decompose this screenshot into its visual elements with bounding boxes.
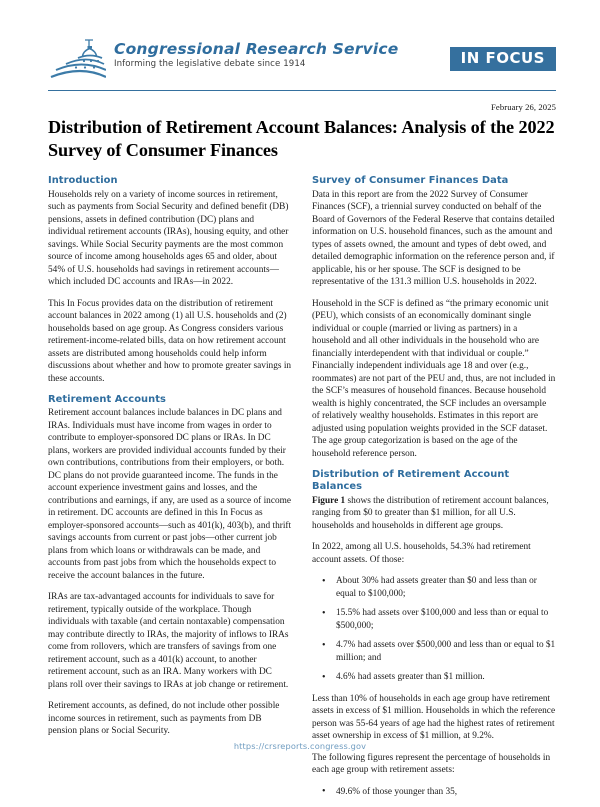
section-heading-retirement-accounts: Retirement Accounts: [48, 394, 166, 405]
scf-paragraph-2: Household in the SCF is defined as “the primary economic unit (PEU), which consists of an economically dominant single individual or couple (married or living as partners) in a household and all other individuals in the household who are financially interdependent with that individual or couple.” Financially independent individuals age 18 and over (e.g., roommates) are not part of the PEU and, thus, are not included in the SCF’s measures of household finances. Because household wealth is highly concentrated, the SCF includes an oversample of relatively wealthy households. Estimates in this report are adjusted using population weights provided in the SCF dataset. The age group categorization is based on the age of the household reference person.: [312, 298, 556, 459]
age-group-bullet-list: [312, 786, 556, 799]
crs-brand: [48, 36, 399, 81]
content-columns: [48, 175, 556, 807]
list-item: • 15.5% had assets over $100,000 and less than or equal to $500,000;: [328, 607, 556, 632]
brand-text-block: [114, 36, 399, 69]
accounts-paragraph-2: IRAs are tax-advantaged accounts for individuals to save for retirement, typically outside of the workplace. Though individuals with taxable (and certain nontaxable) compensation may contribute directly to IRAs, the majority of inflows to IRAs come from rollovers, which are transfers of savings from one retirement account, such as a 401(k) account, to another retirement account, such as an IRA. Many workers with DC plans roll over their savings to IRAs at job change or retirement.: [48, 592, 289, 690]
list-item: • 49.6% of those younger than 35,: [328, 786, 556, 799]
page-title: Distribution of Retirement Account Balances: Analysis of the 2022 Survey of Consumer Finances: [48, 117, 555, 160]
masthead: [48, 36, 556, 82]
intro-paragraph-2: This In Focus provides data on the distribution of retirement account balances in 2022 among (1) all U.S. households and (2) households based on age group. As Congress considers various retirement-income-related bills, data on how retirement account assets are distributed among households could help inform discussions about whether and how to promote greater savings in these accounts.: [48, 298, 292, 384]
brand-title: Congressional Research Service: [114, 40, 399, 58]
section-heading-distribution: Distribution of Retirement Account Balances: [312, 469, 510, 493]
distribution-paragraph-4: The following figures represent the percentage of households in each age group with retirement assets:: [312, 752, 551, 776]
figure-1-reference: Figure 1: [312, 495, 346, 506]
header-divider: [48, 90, 556, 91]
accounts-paragraph-1: Retirement account balances include balances in DC plans and IRAs. Individuals must have income from wages in order to contribute to employer-sponsored DC plans or IRAs. In DC plans, workers are provided individual accounts funded by their own contributions, contributions from their employers, or both. DC plans do not provide guaranteed income. The funds in the account experience investment gains and losses, and the contributions and earnings, if any, are used as a source of income in retirement. DC accounts are defined in this In Focus as employer-sponsored accounts—such as 401(k), 403(b), and thrift savings accounts from current or past jobs—other current job plans from which loans or withdrawals can be made, and accounts from past jobs from which the households expect to receive the account balances in the future.: [48, 408, 292, 581]
section-heading-introduction: Introduction: [48, 175, 118, 187]
intro-paragraph-1: Households rely on a variety of income sources in retirement, such as payments from Social Security and defined benefit (DB) pensions, assets in defined contribution (DC) plans and individual retirement accounts (IRAs), housing equity, and other savings. While Social Security payments are the most common source of income among households ages 65 and older, about 54% of U.S. households had savings in retirement accounts—which included DC accounts and IRAs—in 2022.: [48, 189, 289, 287]
distribution-paragraph-3: Less than 10% of households in each age group have retirement assets in excess of $1 million. Households in which the reference person was 55-64 years of age had the highest rates of retirement asset ownership in excess of $1 million, at 9.2%.: [312, 693, 556, 742]
crs-capitol-dome-logo-icon: [48, 37, 106, 81]
right-column: [312, 175, 556, 807]
distribution-bullet-list: [312, 575, 556, 684]
section-heading-scf-data: Survey of Consumer Finances Data: [312, 175, 509, 187]
distribution-paragraph-1: [312, 495, 556, 533]
footer-url[interactable]: https://crsreports.congress.gov: [233, 741, 367, 751]
accounts-paragraph-3: Retirement accounts, as defined, do not include other possible income sources in retirement, such as payments from DB pension plans or Social Security.: [48, 701, 280, 737]
distribution-paragraph-1-text: shows the distribution of retirement account balances, ranging from $0 to greater than $1 million, for all U.S. households and households in different age groups.: [312, 495, 549, 531]
list-item: • 4.7% had assets over $500,000 and less than or equal to $1 million; and: [328, 639, 556, 664]
publication-date: February 26, 2025: [491, 102, 556, 112]
in-focus-badge: IN FOCUS: [450, 47, 556, 71]
list-item: • 4.6% had assets greater than $1 million.: [328, 671, 556, 684]
brand-tagline: Informing the legislative debate since 1914: [114, 59, 306, 70]
scf-paragraph-1: Data in this report are from the 2022 Survey of Consumer Finances (SCF), a triennial survey conducted on behalf of the Board of Governors of the Federal Reserve that contains detailed information on U.S. household finances, such as the amount and types of assets owned, the amount and types of debt owed, and detailed demographic information on the reference person and, if applicable, his or her spouse. The SCF is designed to be representative of the 131.3 million U.S. households in 2022.: [312, 189, 555, 287]
distribution-paragraph-2: In 2022, among all U.S. households, 54.3% had retirement account assets. Of those:: [312, 542, 531, 565]
left-column: [48, 175, 292, 807]
list-item: • About 30% had assets greater than $0 and less than or equal to $100,000;: [328, 575, 556, 600]
